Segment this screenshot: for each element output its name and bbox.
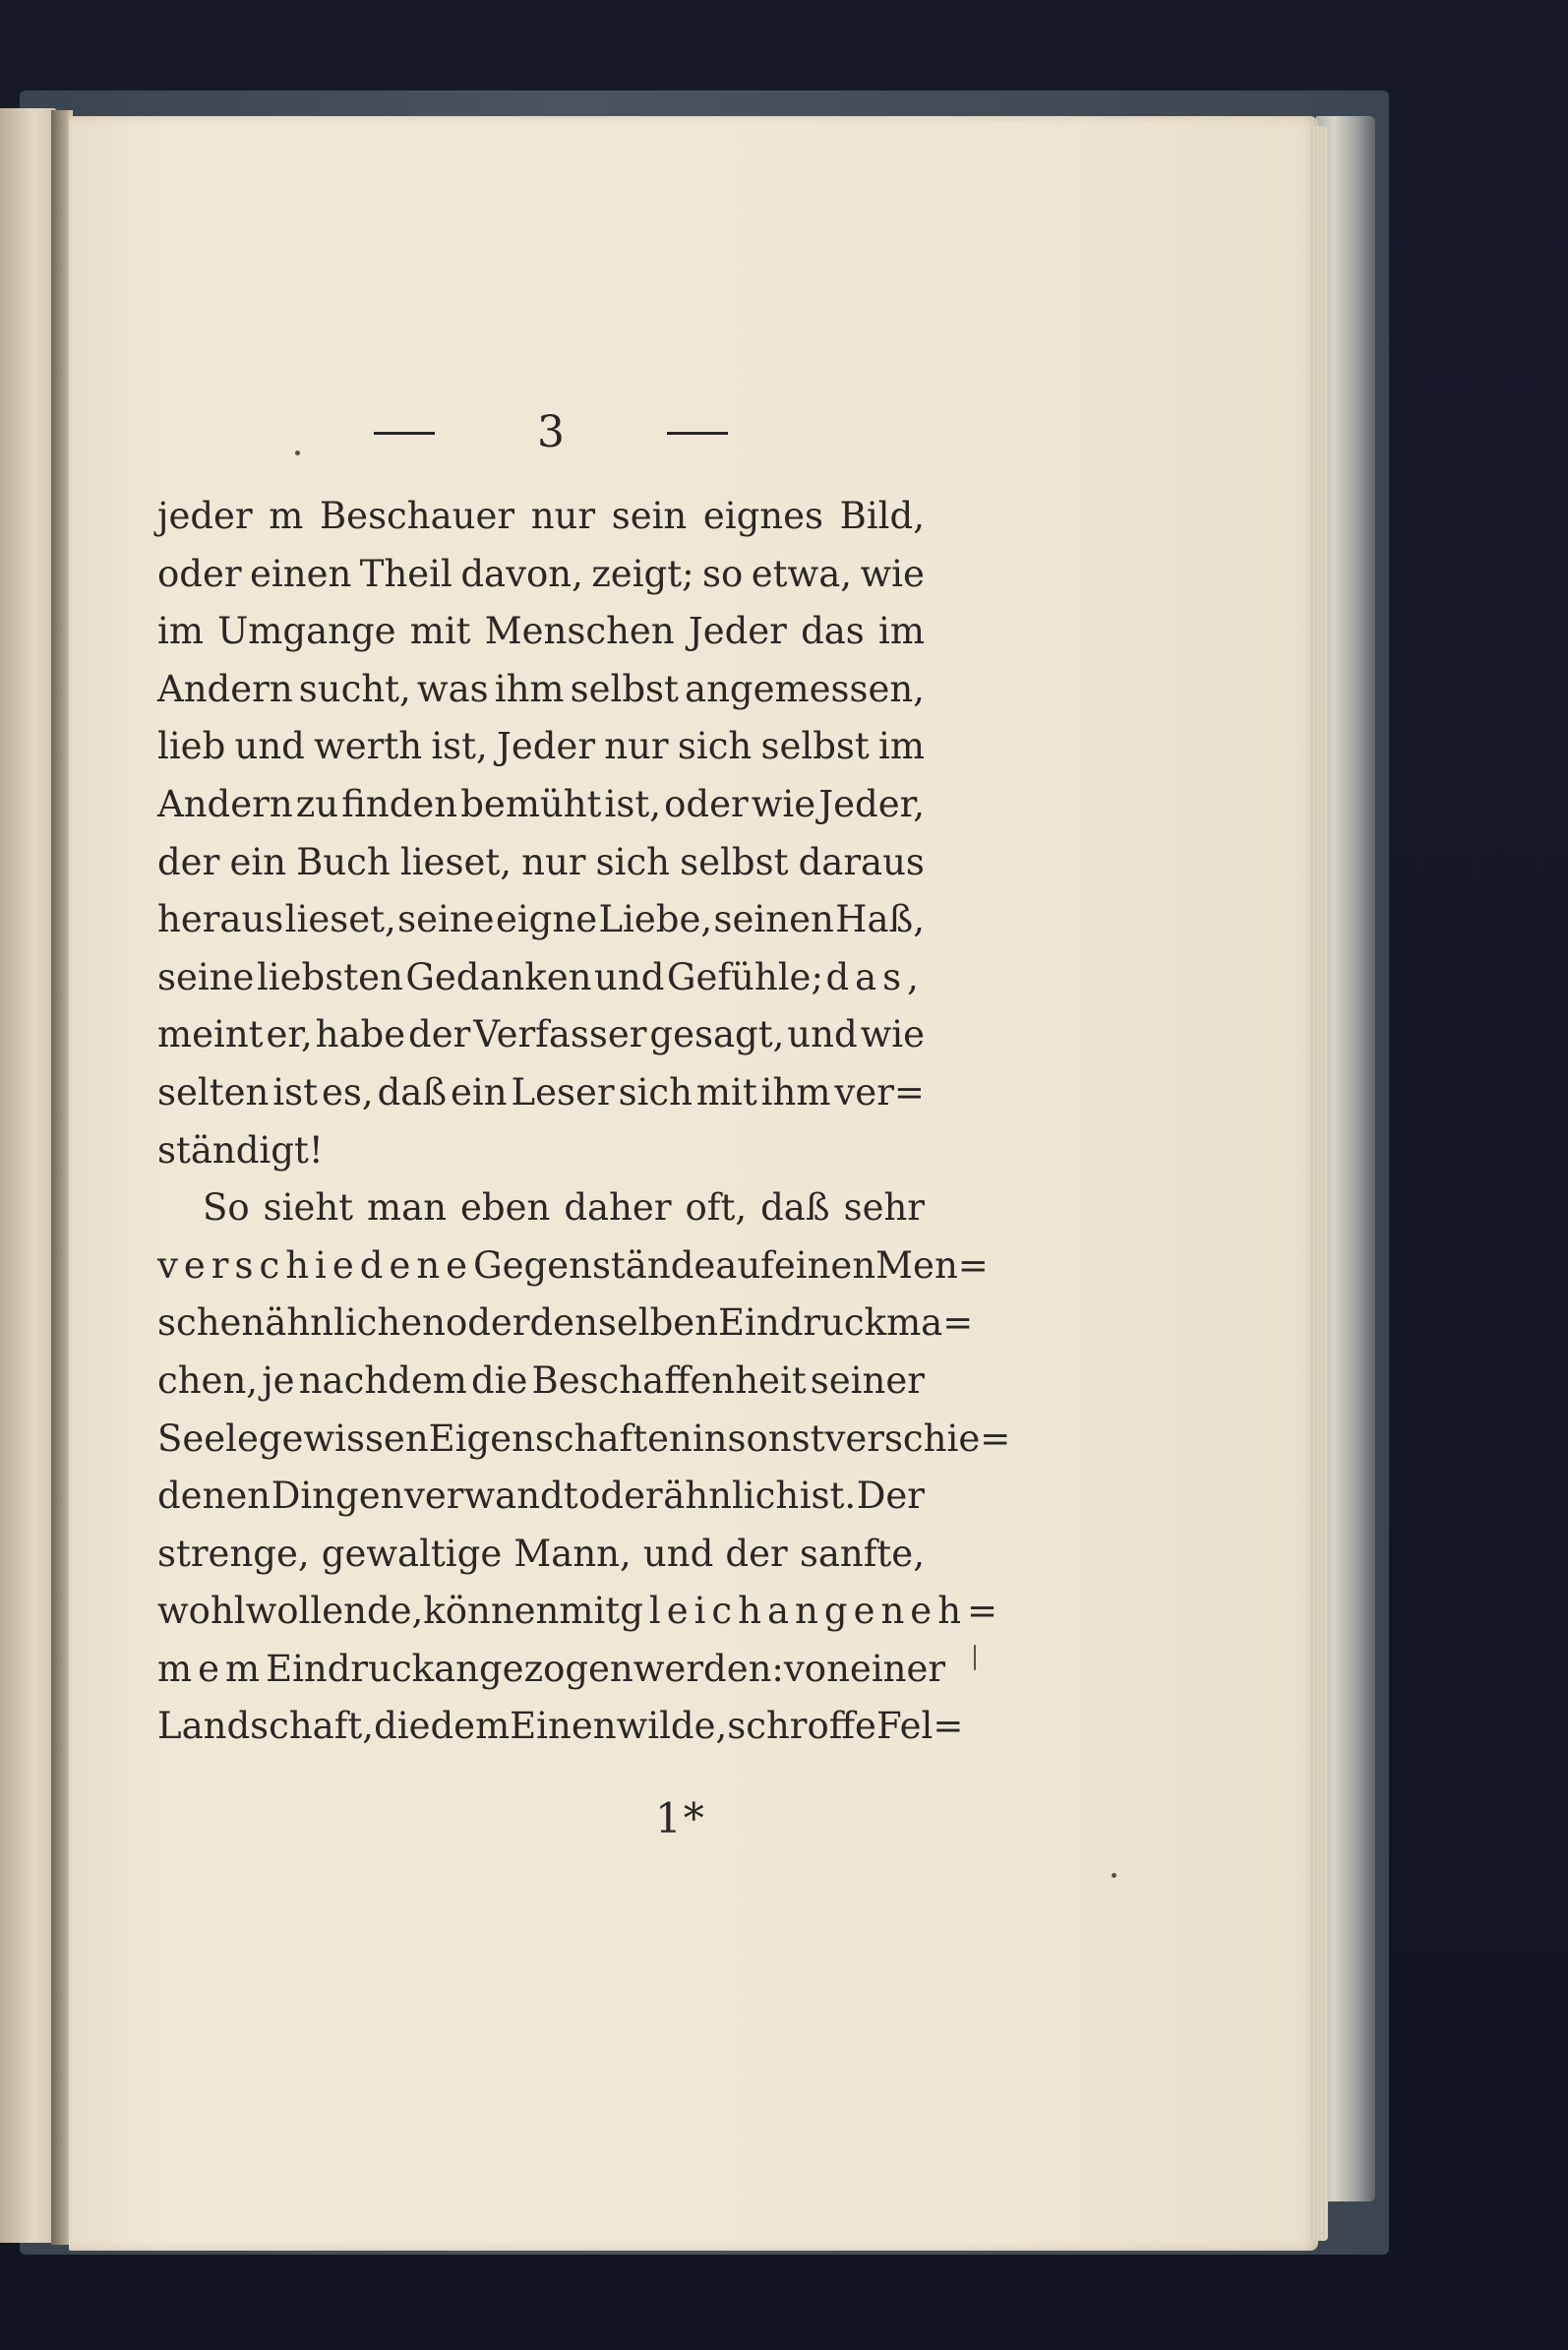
text-word: chen, bbox=[157, 1358, 259, 1402]
text-word: dem bbox=[430, 1705, 511, 1748]
text-word: Landschaft, bbox=[157, 1705, 375, 1748]
text-word: So bbox=[203, 1186, 250, 1230]
text-word: das bbox=[801, 610, 865, 653]
text-line bbox=[157, 546, 925, 604]
text-word: in bbox=[692, 1416, 728, 1460]
text-word: Men= bbox=[875, 1243, 989, 1287]
text-word: oder bbox=[664, 782, 749, 825]
text-word: lieset, bbox=[399, 840, 512, 883]
text-word: und bbox=[642, 1532, 714, 1575]
text-line bbox=[157, 661, 925, 719]
text-line bbox=[157, 603, 925, 661]
text-word: mit bbox=[559, 1590, 621, 1633]
text-word: Bild, bbox=[839, 495, 925, 537]
text-line bbox=[157, 1179, 925, 1237]
text-word: Andern bbox=[157, 782, 293, 825]
paper-speck bbox=[1112, 1873, 1116, 1878]
text-word: der bbox=[408, 1013, 471, 1056]
text-word: zeigt; bbox=[591, 552, 694, 595]
text-word: ist. bbox=[799, 1475, 857, 1518]
facing-page-edge bbox=[0, 108, 57, 2243]
text-word: Leser bbox=[511, 1070, 615, 1114]
text-word: lieset, bbox=[284, 898, 396, 941]
text-word: nur bbox=[530, 495, 596, 537]
text-word: der bbox=[157, 840, 220, 883]
text-word: im bbox=[157, 610, 204, 653]
text-word: ist bbox=[272, 1070, 318, 1114]
text-word: selbst bbox=[760, 725, 870, 768]
text-word: seinen bbox=[713, 898, 834, 941]
text-word: mit bbox=[695, 1070, 757, 1114]
text-word: gewaltige bbox=[321, 1532, 503, 1575]
text-word: angemessen, bbox=[685, 667, 925, 710]
text-word: was bbox=[416, 667, 489, 710]
text-word: zu bbox=[295, 782, 339, 825]
text-word: er, bbox=[266, 1013, 313, 1056]
text-word: eigne bbox=[495, 898, 598, 941]
text-word: und bbox=[787, 1013, 858, 1056]
text-word: Seele bbox=[157, 1416, 259, 1460]
text-word: wie bbox=[860, 552, 925, 595]
signature-mark: 1* bbox=[655, 1794, 706, 1842]
text-word: Gegenstände bbox=[473, 1243, 716, 1287]
running-head bbox=[374, 403, 728, 462]
text-word: und bbox=[234, 725, 305, 768]
text-word: im bbox=[878, 610, 925, 653]
text-word: liebsten bbox=[256, 955, 403, 998]
text-word: oder bbox=[157, 552, 242, 595]
text-word: Haß, bbox=[835, 898, 925, 941]
text-line bbox=[157, 949, 925, 1007]
text-word: davon, bbox=[460, 552, 583, 595]
text-word: selten bbox=[157, 1070, 270, 1114]
text-word: strenge, bbox=[157, 1532, 310, 1575]
text-word: Einen bbox=[510, 1705, 617, 1748]
text-line bbox=[157, 1122, 925, 1180]
text-word: Eigenschaften bbox=[428, 1416, 693, 1460]
text-word: sich bbox=[677, 725, 753, 768]
text-word: Mann, bbox=[513, 1532, 632, 1575]
text-word: Buch bbox=[296, 840, 391, 883]
text-word: sein bbox=[611, 495, 688, 537]
text-word: und bbox=[594, 955, 665, 998]
text-word: finden bbox=[341, 782, 458, 825]
text-word: bemüht bbox=[460, 782, 602, 825]
text-word: verwandt bbox=[403, 1475, 578, 1518]
text-word: habe bbox=[315, 1013, 406, 1056]
text-word: Eindruck bbox=[718, 1301, 887, 1345]
text-word: ähnlich bbox=[663, 1475, 800, 1518]
text-word: Gedanken bbox=[405, 955, 592, 998]
text-line bbox=[157, 1006, 925, 1064]
text-line bbox=[157, 1353, 925, 1411]
text-word: lieb bbox=[157, 725, 226, 768]
text-word: Liebe, bbox=[598, 898, 713, 941]
text-word: ist, bbox=[604, 782, 661, 825]
text-word: Fel= bbox=[875, 1705, 964, 1748]
text-word: daraus bbox=[798, 840, 925, 883]
text-line bbox=[157, 891, 925, 949]
text-word: Verfasser bbox=[473, 1013, 647, 1056]
text-word: mit bbox=[409, 610, 471, 653]
text-word: daß bbox=[760, 1186, 830, 1230]
text-word: es, bbox=[321, 1070, 374, 1114]
text-word: seine bbox=[397, 898, 495, 941]
text-word: Andern bbox=[157, 667, 293, 710]
page-number: 3 bbox=[537, 407, 565, 457]
text-word: die bbox=[374, 1705, 431, 1748]
text-word: verschiedene bbox=[157, 1243, 474, 1287]
paper-speck bbox=[974, 1645, 976, 1670]
text-word: der bbox=[725, 1532, 788, 1575]
text-word: sehr bbox=[843, 1186, 925, 1230]
text-word: sucht, bbox=[298, 667, 411, 710]
running-head-dash-right bbox=[667, 432, 728, 435]
text-word: selbst bbox=[570, 667, 679, 710]
text-line bbox=[157, 1698, 964, 1756]
text-word: angeneh= bbox=[767, 1590, 1004, 1633]
text-word: seiner bbox=[810, 1358, 925, 1402]
text-word: im bbox=[878, 725, 925, 768]
text-word: werden: bbox=[633, 1647, 784, 1690]
text-word: Beschauer bbox=[319, 495, 515, 537]
text-word: selbst bbox=[680, 840, 789, 883]
text-word: daher bbox=[564, 1186, 672, 1230]
text-word: Jeder bbox=[688, 610, 787, 653]
text-word: wilde, bbox=[616, 1705, 728, 1748]
text-word: einer bbox=[849, 1647, 946, 1690]
text-line bbox=[157, 1295, 974, 1353]
text-word: ihm bbox=[760, 1070, 831, 1114]
text-word: Gefühle; bbox=[666, 955, 823, 998]
text-word: sich bbox=[595, 840, 671, 883]
text-word: Dingen bbox=[271, 1475, 404, 1518]
text-word: Eindruck bbox=[266, 1647, 435, 1690]
text-line bbox=[157, 1468, 925, 1526]
text-word: meint bbox=[157, 1013, 264, 1056]
text-word: ihm bbox=[494, 667, 565, 710]
text-word: einen bbox=[250, 552, 352, 595]
text-word: auf bbox=[715, 1243, 774, 1287]
text-line bbox=[157, 776, 925, 834]
text-line bbox=[157, 1411, 1011, 1469]
text-word: seine bbox=[157, 955, 255, 998]
text-word: denen bbox=[157, 1475, 271, 1518]
text-word: man bbox=[367, 1186, 448, 1230]
text-word: einen bbox=[773, 1243, 876, 1287]
text-word: wohlwollende, bbox=[157, 1590, 424, 1633]
text-word: eben bbox=[460, 1186, 551, 1230]
text-word: ähnlichen bbox=[265, 1301, 446, 1345]
page-block-edge bbox=[1310, 126, 1328, 2241]
text-word: sonst bbox=[727, 1416, 825, 1460]
text-line bbox=[157, 1064, 925, 1122]
text-line bbox=[157, 488, 925, 546]
text-word: ständigt! bbox=[157, 1128, 324, 1172]
text-word: ma= bbox=[886, 1301, 974, 1345]
text-word: ein bbox=[451, 1070, 508, 1114]
text-line bbox=[157, 1526, 925, 1584]
text-word: Jeder, bbox=[818, 782, 925, 825]
text-word: nur bbox=[521, 840, 586, 883]
text-word: oft, bbox=[685, 1186, 748, 1230]
text-word: Beschaffenheit bbox=[531, 1358, 807, 1402]
text-word: jeder bbox=[157, 495, 253, 537]
text-word: schen bbox=[157, 1301, 266, 1345]
text-word: nur bbox=[604, 725, 669, 768]
running-head-dash-left bbox=[374, 432, 435, 435]
text-word: m bbox=[269, 495, 304, 537]
text-word: von bbox=[783, 1647, 850, 1690]
text-word: das, bbox=[825, 955, 925, 998]
text-word: verschie= bbox=[824, 1416, 1011, 1460]
text-word: je bbox=[262, 1358, 295, 1402]
text-word: Umgange bbox=[217, 610, 396, 653]
text-word: angezogen bbox=[434, 1647, 633, 1690]
text-word: denselben bbox=[529, 1301, 719, 1345]
text-word: eignes bbox=[702, 495, 824, 537]
text-word: die bbox=[470, 1358, 528, 1402]
text-word: nachdem bbox=[298, 1358, 467, 1402]
text-word: Der bbox=[856, 1475, 925, 1518]
text-word: wie bbox=[860, 1013, 925, 1056]
text-word: gleich bbox=[620, 1590, 767, 1633]
text-word: gewissen bbox=[258, 1416, 429, 1460]
text-line bbox=[157, 834, 925, 892]
text-word: oder bbox=[578, 1475, 663, 1518]
paper-speck bbox=[295, 451, 300, 455]
text-word: sich bbox=[618, 1070, 693, 1114]
text-word: so bbox=[702, 552, 744, 595]
text-word: etwa, bbox=[751, 552, 853, 595]
text-word: Menschen bbox=[484, 610, 675, 653]
text-line bbox=[157, 1641, 946, 1699]
text-word: können bbox=[423, 1590, 560, 1633]
text-word: daß bbox=[377, 1070, 448, 1114]
text-word: werth bbox=[314, 725, 423, 768]
text-word: sanfte, bbox=[799, 1532, 925, 1575]
text-word: oder bbox=[445, 1301, 530, 1345]
text-word: gesagt, bbox=[649, 1013, 785, 1056]
text-word: Theil bbox=[359, 552, 452, 595]
body-text bbox=[157, 488, 1011, 1756]
text-word: wie bbox=[751, 782, 816, 825]
text-line bbox=[157, 1583, 1004, 1641]
text-word: heraus bbox=[157, 898, 284, 941]
text-word: ver= bbox=[834, 1070, 925, 1114]
text-word: ein bbox=[229, 840, 286, 883]
text-word: ist, bbox=[431, 725, 488, 768]
text-word: schroffe bbox=[727, 1705, 876, 1748]
text-word: Jeder bbox=[497, 725, 596, 768]
text-word: sieht bbox=[263, 1186, 354, 1230]
text-line bbox=[157, 718, 925, 776]
text-word: mem bbox=[157, 1647, 267, 1690]
text-line bbox=[157, 1237, 989, 1296]
